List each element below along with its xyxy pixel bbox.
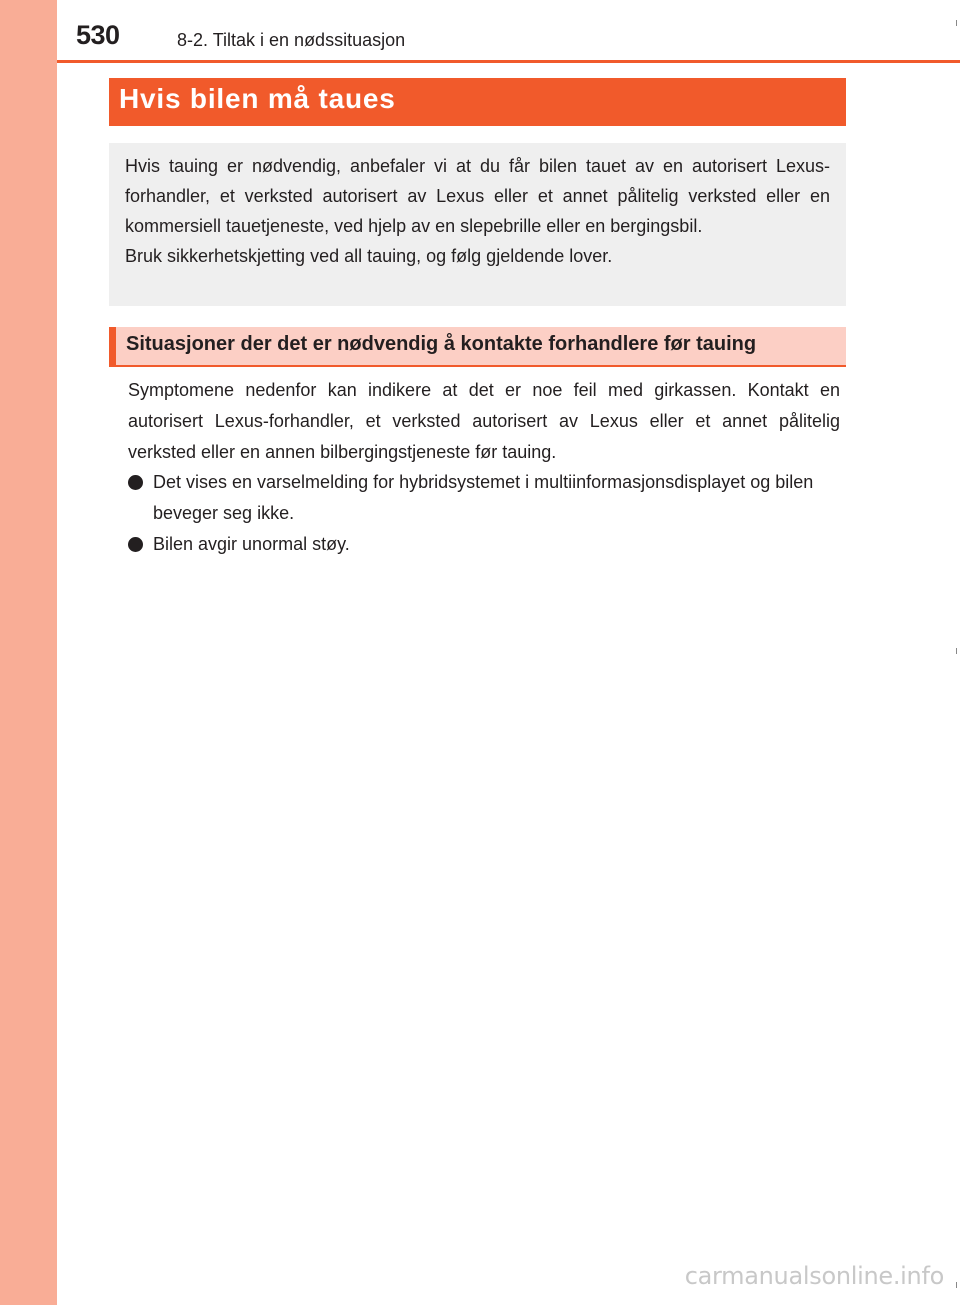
list-item: [128, 467, 840, 529]
watermark: carmanualsonline.info: [684, 1262, 944, 1290]
chapter-title: 8-2. Tiltak i en nødssituasjon: [177, 30, 406, 50]
header-divider: [57, 60, 960, 63]
list-item-text: Det vises en varselmelding for hybridsystemet i multiinformasjonsdisplayet og bilen beveger seg ikke.: [153, 472, 814, 523]
section-banner: [109, 78, 846, 126]
crop-mark: [956, 648, 957, 654]
side-color-band: [0, 0, 57, 1305]
info-paragraph-1: Hvis tauing er nødvendig, anbefaler vi at du får bilen tauet av en autorisert Lexus-forhandler, et verksted autorisert av Lexus eller et annet pålitelig verksted eller en kommersiell tauetjeneste, ved hjelp av en slepebrille eller en bergingsbil.: [125, 156, 830, 236]
bullet-icon: [128, 475, 143, 490]
page-number: 530: [76, 20, 120, 50]
subsection-header: [109, 327, 846, 367]
subsection-title: Situasjoner der det er nødvendig å kontakte forhandlere før tauing: [126, 333, 757, 355]
info-paragraph-2: Bruk sikkerhetskjetting ved all tauing, og følg gjeldende lover.: [125, 246, 613, 266]
info-box: [109, 143, 846, 306]
list-item-text: Bilen avgir unormal støy.: [153, 534, 350, 554]
subsection-accent-bar: [109, 327, 116, 365]
crop-mark: [956, 20, 957, 26]
crop-mark: [956, 1282, 957, 1288]
subsection-intro: Symptomene nedenfor kan indikere at det er noe feil med girkassen. Kontakt en autorisert Lexus-forhandler, et verksted autorisert av Lexus eller et annet pålitelig verksted eller en annen bilbergingstjeneste før tauing.: [128, 380, 840, 462]
section-title: Hvis bilen må taues: [119, 83, 396, 114]
bullet-icon: [128, 537, 143, 552]
list-item: [128, 529, 840, 560]
symptom-list: [128, 467, 840, 560]
